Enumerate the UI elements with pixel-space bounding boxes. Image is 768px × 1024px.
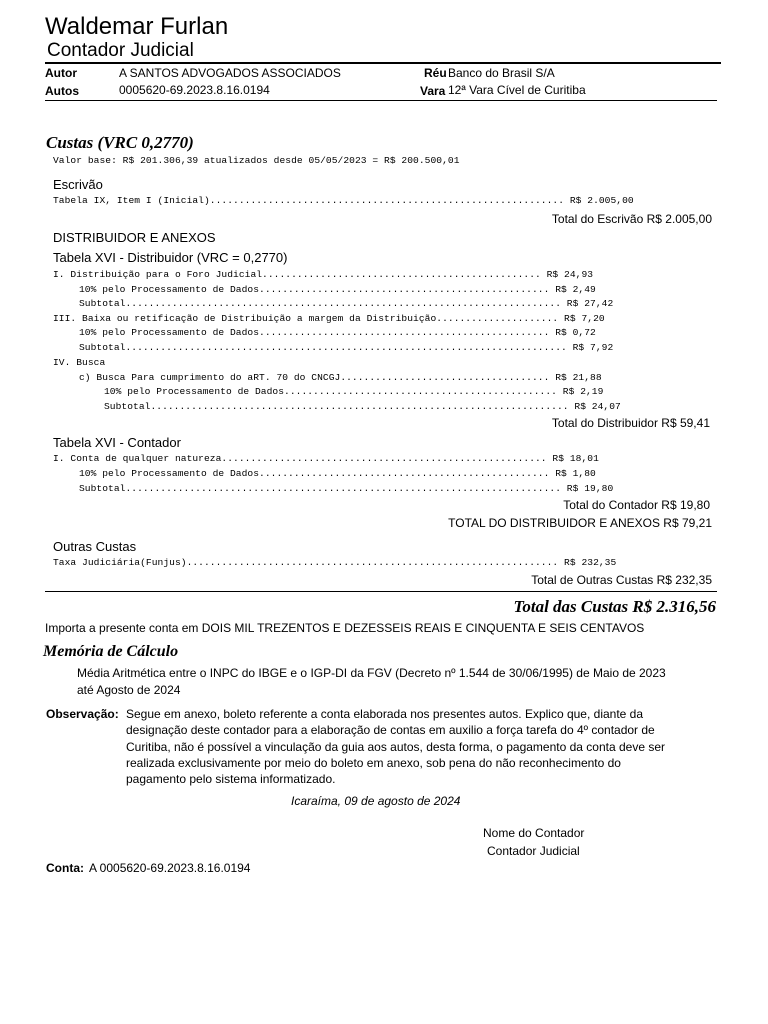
- memoria-line: Média Aritmética entre o INPC do IBGE e o IGP-DI da FGV (Decreto nº 1.544 de 30/06/1995) de Maio de 2023: [77, 666, 666, 680]
- contador-name: Waldemar Furlan: [45, 13, 229, 40]
- distribuidor-subheading: Tabela XVI - Distribuidor (VRC = 0,2770): [53, 250, 288, 265]
- reu-label: Réu: [424, 66, 447, 80]
- escrivao-heading: Escrivão: [53, 177, 103, 192]
- distribuidor-line: Subtotal........................................................................... R$ 27,42: [79, 298, 614, 309]
- distribuidor-line: III. Baixa ou retificação de Distribuição a margem da Distribuição..................... R$ 7,20: [53, 313, 605, 324]
- signature-role: Contador Judicial: [487, 844, 580, 858]
- local-data: Icaraíma, 09 de agosto de 2024: [291, 794, 461, 808]
- contador-role: Contador Judicial: [47, 40, 194, 61]
- outras-heading: Outras Custas: [53, 539, 137, 554]
- autos-value: 0005620-69.2023.8.16.0194: [119, 83, 270, 97]
- custas-rule: [45, 591, 717, 592]
- distribuidor-line: IV. Busca: [53, 357, 106, 368]
- header-bottom-rule: [45, 100, 717, 101]
- total-custas: Total das Custas R$ 2.316,56: [513, 597, 716, 616]
- distribuidor-line: I. Distribuição para o Foro Judicial................................................ R$ 24,93: [53, 269, 594, 280]
- distribuidor-anexos-total: TOTAL DO DISTRIBUIDOR E ANEXOS R$ 79,21: [448, 516, 712, 530]
- observacao-line: Segue em anexo, boleto referente a conta elaborada nos presentes autos. Explico que, diante da: [126, 707, 644, 721]
- conta-value: A 0005620-69.2023.8.16.0194: [89, 861, 251, 875]
- contador-line: Subtotal........................................................................... R$ 19,80: [79, 483, 614, 494]
- distribuidor-line: c) Busca Para cumprimento do aRT. 70 do CNCGJ.................................... R$ 21,88: [79, 372, 602, 383]
- distribuidor-line: 10% pelo Processamento de Dados.................................................. R$ 0,72: [79, 327, 596, 338]
- autos-label: Autos: [45, 84, 79, 98]
- observacao-line: Curitiba, não é possível a vinculação da guia aos autos, desta forma, o pagamento da conta deve ser: [126, 740, 666, 754]
- observacao-label: Observação:: [46, 707, 119, 721]
- distribuidor-heading: DISTRIBUIDOR E ANEXOS: [53, 230, 216, 245]
- escrivao-line: Tabela IX, Item I (Inicial)............................................................. R$ 2.005,00: [53, 195, 634, 206]
- outras-line: Taxa Judiciária(Funjus)................................................................ R$ 232,35: [53, 557, 617, 568]
- contador-line: I. Conta de qualquer natureza........................................................ R$ 18,01: [53, 453, 599, 464]
- distribuidor-line: 10% pelo Processamento de Dados............................................... R$ 2,19: [104, 386, 604, 397]
- observacao-line: realizada exclusivamente por meio do boleto em anexo, sob pena do não reconhecimento do: [126, 756, 621, 770]
- outras-total: Total de Outras Custas R$ 232,35: [531, 573, 712, 587]
- contador-heading: Tabela XVI - Contador: [53, 435, 181, 450]
- memoria-title: Memória de Cálculo: [43, 643, 179, 660]
- vara-value: 12ª Vara Cível de Curitiba: [448, 83, 586, 97]
- signature-name: Nome do Contador: [483, 826, 585, 840]
- autor-label: Autor: [45, 66, 77, 80]
- autor-value: A SANTOS ADVOGADOS ASSOCIADOS: [119, 66, 341, 80]
- distribuidor-total: Total do Distribuidor R$ 59,41: [551, 416, 710, 430]
- distribuidor-line: 10% pelo Processamento de Dados.................................................. R$ 2,49: [79, 284, 596, 295]
- conta-label: Conta:: [46, 861, 84, 875]
- header-top-rule: [45, 62, 721, 64]
- valor-base: Valor base: R$ 201.306,39 atualizados desde 05/05/2023 = R$ 200.500,01: [53, 155, 460, 166]
- reu-value: Banco do Brasil S/A: [448, 66, 555, 80]
- observacao-line: designação deste contador para a elaboração de contas em auxilio a força tarefa do 4º contador de: [126, 723, 655, 737]
- vara-label: Vara: [420, 84, 446, 98]
- distribuidor-line: Subtotal........................................................................ R$ 24,07: [104, 401, 621, 412]
- observacao-line: pagamento pelo sistema informatizado.: [126, 772, 336, 786]
- importa-text: Importa a presente conta em DOIS MIL TREZENTOS E DEZESSEIS REAIS E CINQUENTA E SEIS CENTAVOS: [45, 621, 645, 635]
- contador-total: Total do Contador R$ 19,80: [563, 498, 710, 512]
- contador-line: 10% pelo Processamento de Dados.................................................. R$ 1,80: [79, 468, 596, 479]
- escrivao-total: Total do Escrivão R$ 2.005,00: [551, 212, 712, 226]
- distribuidor-line: Subtotal............................................................................ R$ 7,92: [79, 342, 614, 353]
- custas-title: Custas (VRC 0,2770): [46, 133, 194, 152]
- memoria-line: até Agosto de 2024: [77, 683, 181, 697]
